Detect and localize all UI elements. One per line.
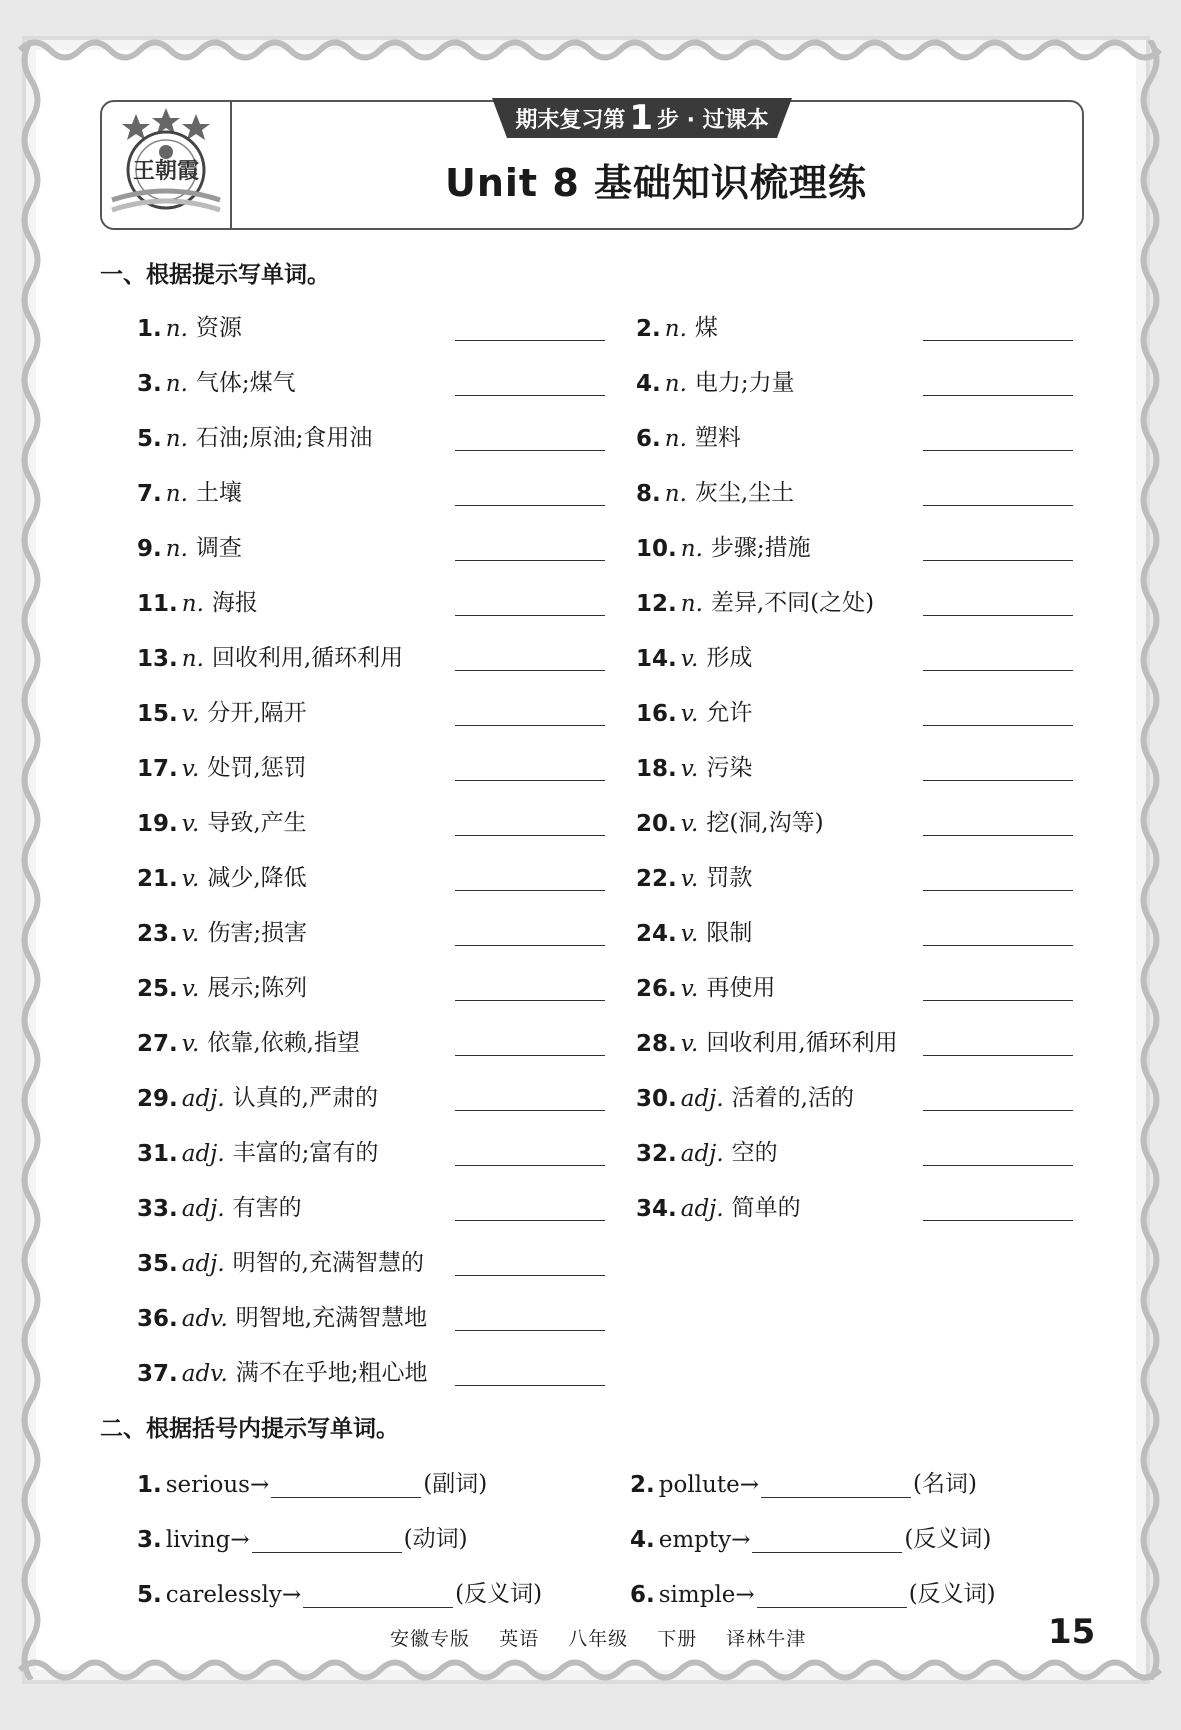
answer-blank[interactable] [923,560,1073,561]
item-text: 煤 [694,315,718,341]
item-text: 限制 [706,920,753,946]
list-item [137,522,242,562]
item-pos: v. [680,701,699,727]
list-item [636,467,794,507]
item-pos: adj. [680,1196,724,1222]
footer-subject: 英语 [499,1628,540,1650]
item-num: 3. [137,1527,162,1553]
item-num: 30. [636,1086,677,1112]
list-item [630,1513,991,1553]
item-num: 20. [636,811,677,837]
list-item [137,962,307,1002]
list-item [137,1017,360,1057]
list-item [636,962,775,1002]
item-num: 2. [630,1472,655,1498]
item-pos: n. [664,316,687,342]
item-text: 挖(洞,沟等) [706,810,824,836]
item-num: 12. [636,591,677,617]
list-item [636,577,874,617]
item-pos: v. [181,756,200,782]
wave-border-right [1135,40,1165,1680]
answer-blank[interactable] [271,1471,421,1498]
list-item [636,1127,778,1167]
item-word: serious→ [165,1472,270,1498]
answer-blank[interactable] [455,1275,605,1276]
item-pos: n. [680,536,703,562]
answer-blank[interactable] [455,780,605,781]
footer-grade: 八年级 [568,1628,629,1650]
item-pos: v. [181,976,200,1002]
badge-prefix: 期末复习第 [515,107,626,133]
item-word: pollute→ [658,1472,759,1498]
item-word: empty→ [658,1527,751,1553]
item-pos: n. [181,591,204,617]
section-1-title: 一、根据提示写单词。 [100,262,330,288]
item-text: 形成 [706,645,753,671]
item-num: 35. [137,1251,178,1277]
item-num: 27. [137,1031,178,1057]
item-text: 调查 [195,535,242,561]
item-num: 6. [630,1582,655,1608]
answer-blank[interactable] [455,1055,605,1056]
answer-blank[interactable] [923,835,1073,836]
list-item [636,1182,801,1222]
item-num: 14. [636,646,677,672]
item-pos: n. [165,371,188,397]
item-pos: v. [680,1031,699,1057]
item-pos: v. [680,921,699,947]
list-item [636,1017,898,1057]
item-num: 1. [137,316,162,342]
wave-border-bottom [0,1650,1181,1690]
list-item [137,1292,427,1332]
item-num: 37. [137,1361,178,1387]
list-item [636,522,811,562]
item-text: 减少,降低 [207,865,307,891]
item-num: 6. [636,426,661,452]
list-item [137,1237,424,1277]
item-pos: n. [165,536,188,562]
answer-blank[interactable] [923,1000,1073,1001]
item-text: 塑料 [694,425,741,451]
item-pos: v. [181,1031,200,1057]
item-hint: (反义词) [904,1526,992,1552]
item-text: 简单的 [731,1195,801,1221]
item-pos: v. [181,701,200,727]
item-text: 土壤 [195,480,242,506]
item-text: 依靠,依赖,指望 [207,1030,360,1056]
list-item [137,1568,542,1608]
item-text: 明智的,充满智慧的 [232,1250,424,1276]
list-item [636,907,752,947]
list-item [137,632,403,672]
item-text: 展示;陈列 [207,975,308,1001]
item-hint: (动词) [403,1526,468,1552]
item-num: 22. [636,866,677,892]
list-item [636,1072,854,1112]
answer-blank[interactable] [455,615,605,616]
list-item [137,1347,428,1387]
answer-blank[interactable] [923,615,1073,616]
list-item [630,1568,996,1608]
item-num: 3. [137,371,162,397]
list-item [137,1127,378,1167]
item-hint: (反义词) [908,1581,996,1607]
item-num: 29. [137,1086,178,1112]
item-pos: v. [680,646,699,672]
item-pos: adj. [181,1196,225,1222]
item-text: 有害的 [232,1195,302,1221]
item-text: 灰尘,尘土 [694,480,795,506]
list-item [137,852,307,892]
answer-blank[interactable] [923,670,1073,671]
item-text: 回收利用,循环利用 [211,645,404,671]
list-item [636,852,752,892]
answer-blank[interactable] [923,780,1073,781]
list-item [137,1513,468,1553]
item-pos: adj. [181,1086,225,1112]
item-num: 26. [636,976,677,1002]
item-text: 电力;力量 [694,370,795,396]
item-num: 33. [137,1196,178,1222]
list-item [636,412,741,452]
step-badge [492,98,792,138]
answer-blank[interactable] [923,1110,1073,1111]
item-hint: (副词) [423,1471,488,1497]
list-item [630,1458,977,1498]
answer-blank[interactable] [752,1526,902,1553]
answer-blank[interactable] [455,835,605,836]
list-item [137,907,307,947]
list-item [137,687,307,727]
item-num: 8. [636,481,661,507]
answer-blank[interactable] [923,395,1073,396]
item-text: 罚款 [706,865,753,891]
answer-blank[interactable] [455,670,605,671]
list-item [137,357,296,397]
item-pos: adj. [680,1141,724,1167]
page-number: 15 [1048,1612,1096,1652]
wave-border-left [16,40,46,1680]
answer-blank[interactable] [455,395,605,396]
list-item [636,742,752,782]
item-text: 空的 [731,1140,778,1166]
answer-blank[interactable] [923,505,1073,506]
item-num: 25. [137,976,178,1002]
item-num: 24. [636,921,677,947]
list-item [137,797,307,837]
item-pos: adj. [181,1251,225,1277]
item-text: 导致,产生 [207,810,307,836]
badge-number: 1 [629,98,653,138]
item-text: 处罚,惩罚 [207,755,307,781]
item-num: 4. [636,371,661,397]
answer-blank[interactable] [923,725,1073,726]
answer-blank[interactable] [455,890,605,891]
item-text: 海报 [211,590,258,616]
answer-blank[interactable] [923,1055,1073,1056]
item-text: 活着的,活的 [731,1085,854,1111]
item-pos: n. [680,591,703,617]
footer-publisher: 译林牛津 [726,1628,807,1650]
unit-title: Unit 8 基础知识梳理练 [445,161,867,205]
item-pos: n. [165,316,188,342]
list-item [137,1072,378,1112]
item-num: 2. [636,316,661,342]
item-text: 污染 [706,755,753,781]
item-num: 15. [137,701,178,727]
list-item [137,742,307,782]
item-pos: adv. [181,1306,228,1332]
item-num: 28. [636,1031,677,1057]
logo [102,102,232,228]
footer-volume: 下册 [657,1628,698,1650]
answer-blank[interactable] [761,1471,911,1498]
answer-blank[interactable] [455,1385,605,1386]
item-text: 回收利用,循环利用 [706,1030,898,1056]
section-2-title: 二、根据括号内提示写单词。 [100,1416,399,1442]
item-text: 伤害;损害 [207,920,308,946]
item-num: 23. [137,921,178,947]
list-item [137,467,242,507]
item-text: 允许 [706,700,753,726]
item-num: 34. [636,1196,677,1222]
list-item [636,302,718,342]
item-text: 差异,不同(之处) [710,590,875,616]
item-pos: v. [680,756,699,782]
item-pos: v. [680,976,699,1002]
item-text: 步骤;措施 [710,535,811,561]
answer-blank[interactable] [923,1220,1073,1221]
footer [390,1624,828,1651]
answer-blank[interactable] [455,1110,605,1111]
item-pos: n. [181,646,204,672]
item-pos: n. [664,371,687,397]
answer-blank[interactable] [923,890,1073,891]
item-num: 36. [137,1306,178,1332]
answer-blank[interactable] [455,560,605,561]
item-text: 满不在乎地;粗心地 [235,1360,428,1386]
list-item [636,687,752,727]
item-text: 再使用 [706,975,776,1001]
answer-blank[interactable] [455,1220,605,1221]
item-pos: v. [680,811,699,837]
answer-blank[interactable] [455,340,605,341]
item-pos: v. [181,921,200,947]
list-item [137,577,258,617]
item-pos: n. [165,481,188,507]
item-text: 认真的,严肃的 [232,1085,378,1111]
item-word: carelessly→ [165,1582,302,1608]
item-num: 17. [137,756,178,782]
item-num: 1. [137,1472,162,1498]
badge-suffix: 步 · 过课本 [657,107,769,133]
list-item [137,1182,302,1222]
answer-blank[interactable] [252,1526,402,1553]
item-num: 10. [636,536,677,562]
answer-blank[interactable] [923,340,1073,341]
list-item [137,1458,487,1498]
item-text: 分开,隔开 [207,700,307,726]
item-pos: v. [680,866,699,892]
answer-blank[interactable] [923,1165,1073,1166]
item-text: 明智地,充满智慧地 [235,1305,428,1331]
answer-blank[interactable] [455,1165,605,1166]
item-num: 32. [636,1141,677,1167]
answer-blank[interactable] [757,1581,907,1608]
svg-text:王朝霞: 王朝霞 [132,158,200,184]
answer-blank[interactable] [455,1330,605,1331]
header-box [100,100,1084,230]
item-num: 5. [137,1582,162,1608]
item-text: 丰富的;富有的 [232,1140,379,1166]
logo-seal-icon [102,102,230,228]
answer-blank[interactable] [455,505,605,506]
item-num: 18. [636,756,677,782]
item-num: 9. [137,536,162,562]
footer-edition: 安徽专版 [390,1628,471,1650]
item-text: 资源 [195,315,242,341]
item-num: 13. [137,646,178,672]
item-pos: n. [664,481,687,507]
item-pos: n. [165,426,188,452]
item-num: 4. [630,1527,655,1553]
list-item [636,797,824,837]
list-item [636,632,752,672]
answer-blank[interactable] [455,450,605,451]
item-num: 11. [137,591,178,617]
item-num: 16. [636,701,677,727]
list-item [137,412,372,452]
answer-blank[interactable] [455,725,605,726]
answer-blank[interactable] [455,1000,605,1001]
item-pos: v. [181,811,200,837]
item-num: 21. [137,866,178,892]
answer-blank[interactable] [303,1581,453,1608]
item-pos: v. [181,866,200,892]
answer-blank[interactable] [923,945,1073,946]
item-pos: n. [664,426,687,452]
item-word: simple→ [658,1582,755,1608]
wave-border-top [0,30,1181,70]
item-hint: (反义词) [455,1581,543,1607]
item-hint: (名词) [912,1471,977,1497]
item-num: 31. [137,1141,178,1167]
item-num: 19. [137,811,178,837]
item-text: 石油;原油;食用油 [195,425,373,451]
item-word: living→ [165,1527,250,1553]
item-pos: adj. [181,1141,225,1167]
item-text: 气体;煤气 [195,370,296,396]
item-pos: adv. [181,1361,228,1387]
answer-blank[interactable] [455,945,605,946]
list-item [137,302,242,342]
item-pos: adj. [680,1086,724,1112]
list-item [636,357,795,397]
answer-blank[interactable] [923,450,1073,451]
item-num: 7. [137,481,162,507]
item-num: 5. [137,426,162,452]
